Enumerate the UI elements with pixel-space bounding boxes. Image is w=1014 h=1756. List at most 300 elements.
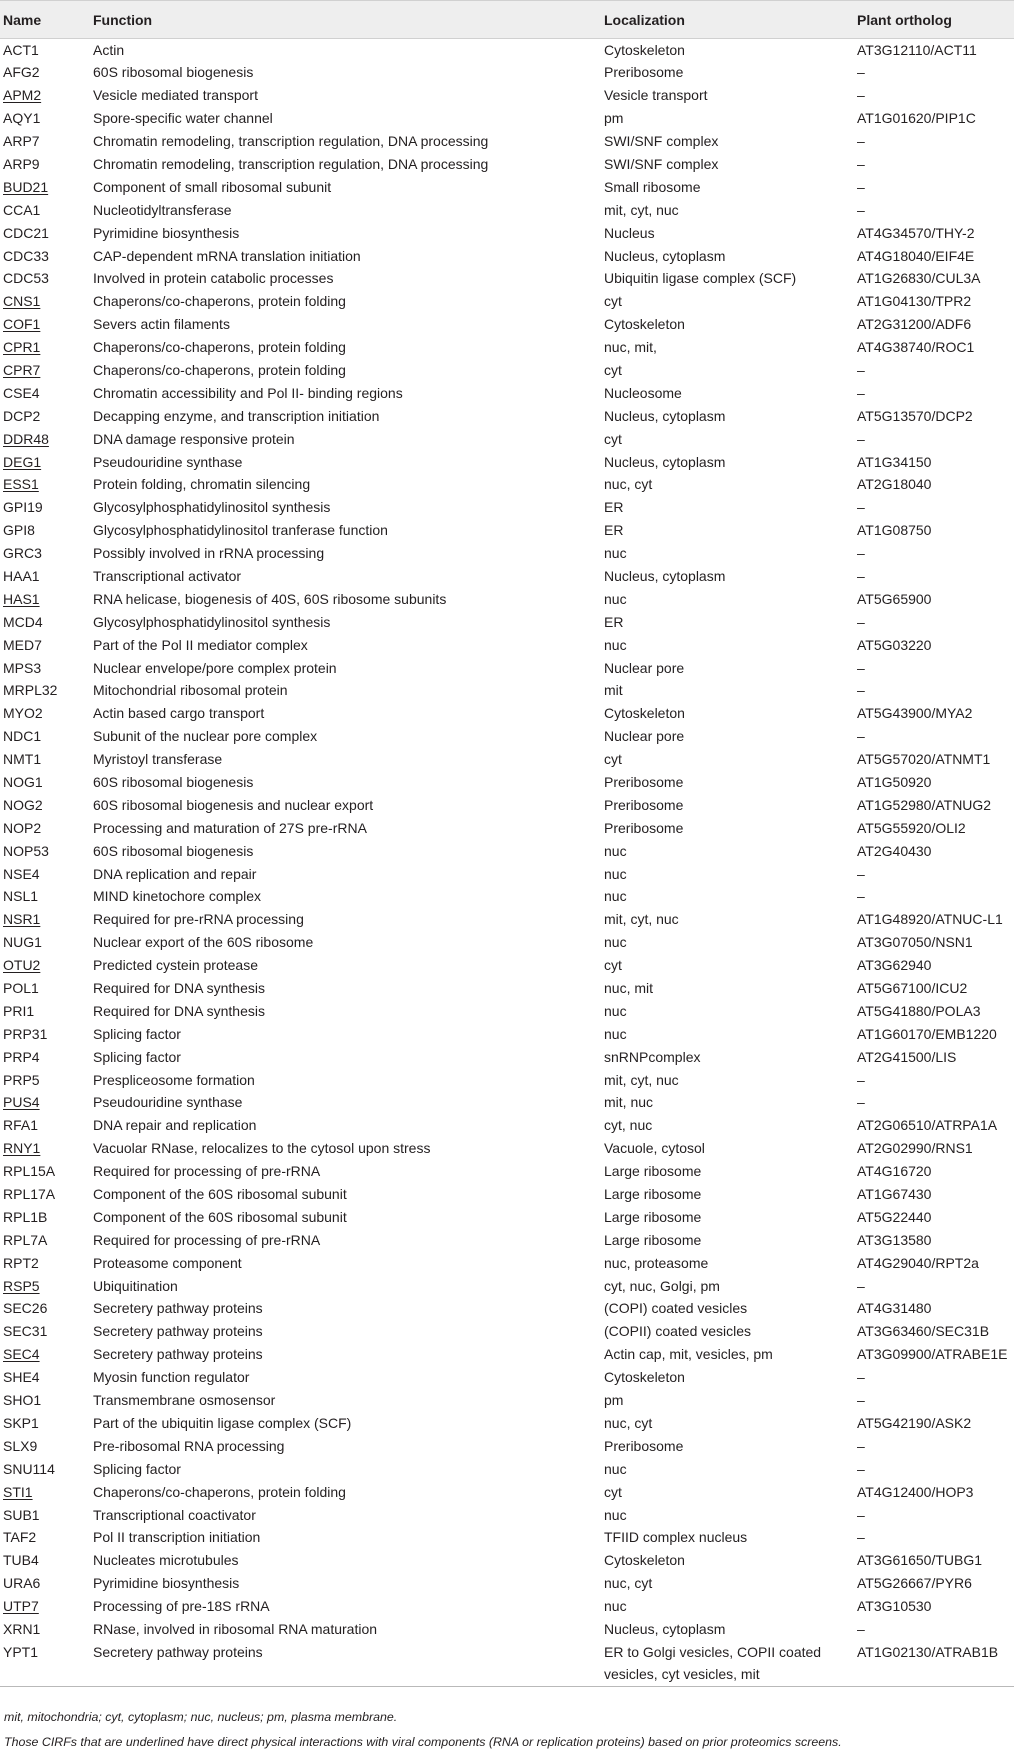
plant-ortholog-cell: AT5G13570/DCP2 (857, 407, 973, 424)
localization-cell: Cytoskeleton (604, 1552, 685, 1569)
function-cell: DNA damage responsive protein (93, 430, 295, 447)
plant-ortholog-cell: AT3G09900/ATRABE1E (857, 1346, 1008, 1363)
gene-name: YPT1 (3, 1643, 39, 1660)
gene-name: CDC53 (3, 270, 49, 287)
function-cell: Chaperons/co-chaperons, protein folding (93, 1483, 346, 1500)
localization-cell: cyt, nuc (604, 1117, 653, 1134)
gene-name-cell (0, 1412, 90, 1435)
column-header-name: Name (0, 1, 90, 39)
localization-cell: nuc, cyt (604, 1575, 653, 1592)
plant-ortholog-cell: – (857, 1460, 865, 1477)
table-row (0, 1572, 1014, 1595)
plant-ortholog-cell: – (857, 384, 865, 401)
table-row (0, 199, 1014, 222)
gene-name-cell (0, 1137, 90, 1160)
table-footnotes (4, 1705, 1010, 1755)
table-header (0, 1, 1014, 39)
function-cell: Chromatin remodeling, transcription regulation, DNA processing (93, 133, 489, 150)
plant-ortholog-cell: – (857, 659, 865, 676)
gene-name-cell (0, 588, 90, 611)
table-row (0, 1618, 1014, 1641)
table-row (0, 1595, 1014, 1618)
localization-cell: Nuclear pore (604, 728, 685, 745)
gene-name: STI1 (3, 1483, 33, 1500)
gene-name-cell (0, 1046, 90, 1069)
gene-name: CDC33 (3, 247, 49, 264)
gene-name-cell (0, 1618, 90, 1641)
gene-name-cell (0, 794, 90, 817)
function-cell: Transcriptional activator (93, 567, 242, 584)
function-cell: Chaperons/co-chaperons, protein folding (93, 361, 346, 378)
gene-name: GPI8 (3, 522, 35, 539)
table-row (0, 245, 1014, 268)
plant-ortholog-cell: AT3G12110/ACT11 (857, 42, 977, 58)
gene-name: DEG1 (3, 453, 42, 470)
plant-ortholog-cell: AT5G43900/MYA2 (857, 705, 973, 722)
function-cell: Splicing factor (93, 1460, 181, 1477)
gene-name: APM2 (3, 87, 42, 104)
plant-ortholog-cell: AT2G18040 (857, 476, 932, 493)
gene-name-cell (0, 245, 90, 268)
gene-name: NOG2 (3, 796, 43, 813)
gene-name-cell (0, 359, 90, 382)
gene-name-cell (0, 267, 90, 290)
table-row (0, 405, 1014, 428)
localization-cell: ER (604, 613, 624, 630)
function-cell: Splicing factor (93, 1025, 181, 1042)
table-row (0, 39, 1014, 62)
localization-cell: Nuclear pore (604, 659, 685, 676)
function-cell: Part of the ubiquitin ligase complex (SCF) (93, 1414, 352, 1431)
gene-name-cell (0, 542, 90, 565)
localization-cell: nuc (604, 1506, 627, 1523)
header-row (0, 1, 1014, 39)
localization-cell: Large ribosome (604, 1163, 702, 1180)
localization-cell: cyt (604, 361, 622, 378)
localization-cell: cyt (604, 1483, 622, 1500)
table-row (0, 359, 1014, 382)
function-cell: Required for processing of pre-rRNA (93, 1231, 321, 1248)
localization-cell: Nucleosome (604, 384, 682, 401)
plant-ortholog-cell: – (857, 682, 865, 699)
gene-name: ARP7 (3, 133, 40, 150)
gene-name: COF1 (3, 316, 41, 333)
plant-ortholog-cell: AT5G65900 (857, 590, 932, 607)
localization-cell: SWI/SNF complex (604, 155, 719, 172)
gene-name-cell (0, 130, 90, 153)
gene-name-cell (0, 473, 90, 496)
function-cell: Pseudouridine synthase (93, 453, 243, 470)
plant-ortholog-cell: – (857, 888, 865, 905)
plant-ortholog-cell: AT1G02130/ATRAB1B (854, 1641, 1014, 1687)
plant-ortholog-cell: AT3G13580 (857, 1231, 932, 1248)
gene-name: SEC26 (3, 1300, 48, 1317)
plant-ortholog-cell: AT1G67430 (857, 1186, 932, 1203)
gene-name: POL1 (3, 980, 39, 997)
table-row (0, 336, 1014, 359)
table-row (0, 1275, 1014, 1298)
function-cell: Subunit of the nuclear pore complex (93, 728, 318, 745)
table-row (0, 496, 1014, 519)
localization-cell: nuc, cyt (604, 1414, 653, 1431)
gene-name: SLX9 (3, 1437, 38, 1454)
localization-cell: SWI/SNF complex (604, 133, 719, 150)
plant-ortholog-cell: – (857, 201, 865, 218)
function-cell: Involved in protein catabolic processes (93, 270, 334, 287)
function-cell: 60S ribosomal biogenesis (93, 64, 254, 81)
function-cell: Chromatin remodeling, transcription regulation, DNA processing (93, 155, 489, 172)
plant-ortholog-cell: AT2G06510/ATRPA1A (857, 1117, 998, 1134)
gene-name-cell (0, 840, 90, 863)
plant-ortholog-cell: – (857, 1437, 865, 1454)
localization-cell: cyt (604, 293, 622, 310)
function-cell: Component of the 60S ribosomal subunit (93, 1186, 347, 1203)
gene-name-cell (0, 1549, 90, 1572)
gene-name-cell (0, 496, 90, 519)
function-cell: Nuclear export of the 60S ribosome (93, 934, 314, 951)
localization-cell: cyt (604, 957, 622, 974)
gene-name: GRC3 (3, 545, 42, 562)
function-cell: Glycosylphosphatidylinositol synthesis (93, 499, 331, 516)
localization-cell: nuc (604, 934, 627, 951)
table-row (0, 931, 1014, 954)
localization-cell: pm (604, 110, 624, 127)
function-cell: Myristoyl transferase (93, 751, 223, 768)
plant-ortholog-cell: – (857, 64, 865, 81)
gene-name: NSR1 (3, 911, 41, 928)
table-row (0, 1091, 1014, 1114)
gene-name-cell (0, 519, 90, 542)
plant-ortholog-cell: AT2G02990/RNS1 (857, 1140, 973, 1157)
function-cell: Required for DNA synthesis (93, 980, 265, 997)
gene-name-cell (0, 451, 90, 474)
table-row (0, 634, 1014, 657)
localization-cell: Large ribosome (604, 1231, 702, 1248)
localization-cell: Nucleus, cytoplasm (604, 1620, 726, 1637)
gene-name-cell (0, 817, 90, 840)
plant-ortholog-cell: – (857, 1506, 865, 1523)
gene-name-cell (0, 336, 90, 359)
gene-name: NSE4 (3, 865, 40, 882)
function-cell: Secretery pathway proteins (93, 1323, 263, 1340)
plant-ortholog-cell: – (857, 545, 865, 562)
gene-name: NUG1 (3, 934, 42, 951)
localization-cell: nuc, cyt (604, 476, 653, 493)
function-cell: Glycosylphosphatidylinositol synthesis (93, 613, 331, 630)
localization-cell: Preribosome (604, 819, 684, 836)
table-row (0, 725, 1014, 748)
plant-ortholog-cell: – (857, 613, 865, 630)
localization-cell: nuc, mit (604, 980, 654, 997)
gene-name-cell (0, 1275, 90, 1298)
gene-name: ESS1 (3, 476, 39, 493)
gene-name: RPL17A (3, 1186, 56, 1203)
plant-ortholog-cell: – (857, 1369, 865, 1386)
function-cell: Decapping enzyme, and transcription initiation (93, 407, 380, 424)
gene-name-cell (0, 313, 90, 336)
function-cell: Secretery pathway proteins (90, 1641, 601, 1687)
localization-cell: nuc (604, 1002, 627, 1019)
plant-ortholog-cell: AT4G16720 (857, 1163, 932, 1180)
function-cell: Glycosylphosphatidylinositol tranferase function (93, 522, 388, 539)
table-row (0, 519, 1014, 542)
gene-name: PUS4 (3, 1094, 40, 1111)
gene-name-cell (0, 657, 90, 680)
plant-ortholog-cell: – (857, 1392, 865, 1409)
table-row (0, 1412, 1014, 1435)
gene-name: SHO1 (3, 1392, 42, 1409)
plant-ortholog-cell: – (857, 178, 865, 195)
plant-ortholog-cell: – (857, 430, 865, 447)
table-row (0, 176, 1014, 199)
plant-ortholog-cell: – (857, 1620, 865, 1637)
table-row (0, 817, 1014, 840)
table-row (0, 794, 1014, 817)
gene-name-cell (0, 107, 90, 130)
gene-name: RPL1B (3, 1208, 48, 1225)
plant-ortholog-cell: AT2G31200/ADF6 (857, 316, 972, 333)
gene-name: PRP5 (3, 1071, 40, 1088)
gene-name-cell (0, 1000, 90, 1023)
function-cell: 60S ribosomal biogenesis (93, 842, 254, 859)
gene-name: MRPL32 (3, 682, 58, 699)
gene-name-cell (0, 1229, 90, 1252)
gene-name-cell (0, 1206, 90, 1229)
function-cell: Transmembrane osmosensor (93, 1392, 276, 1409)
table-body (0, 39, 1014, 1687)
plant-ortholog-cell: AT4G34570/THY-2 (857, 224, 975, 241)
function-cell: Pol II transcription initiation (93, 1529, 261, 1546)
plant-ortholog-cell: AT5G42190/ASK2 (857, 1414, 972, 1431)
plant-ortholog-cell: – (857, 865, 865, 882)
gene-name-cell (0, 176, 90, 199)
function-cell: Secretery pathway proteins (93, 1300, 263, 1317)
localization-cell: nuc (604, 1025, 627, 1042)
function-cell: Vesicle mediated transport (93, 87, 258, 104)
function-cell: MIND kinetochore complex (93, 888, 262, 905)
plant-ortholog-cell: AT5G22440 (857, 1208, 932, 1225)
plant-ortholog-cell: AT1G08750 (857, 522, 932, 539)
plant-ortholog-cell: AT3G10530 (857, 1598, 932, 1615)
localization-cell: nuc (604, 1598, 627, 1615)
table-row (0, 863, 1014, 886)
gene-name: ARP9 (3, 155, 40, 172)
gene-name-cell (0, 1526, 90, 1549)
gene-name: PRP4 (3, 1048, 40, 1065)
gene-name: NOG1 (3, 774, 43, 790)
function-cell: Prespliceosome formation (93, 1071, 255, 1088)
function-cell: Nucleotidyltransferase (93, 201, 232, 218)
table-row (0, 382, 1014, 405)
gene-name: HAS1 (3, 590, 40, 607)
plant-ortholog-cell: AT1G60170/EMB1220 (857, 1025, 997, 1042)
gene-name-cell (0, 199, 90, 222)
table-row (0, 908, 1014, 931)
plant-ortholog-cell: AT5G26667/PYR6 (857, 1575, 972, 1592)
gene-name: SNU114 (3, 1460, 55, 1477)
table-row (0, 1458, 1014, 1481)
gene-name-cell (0, 1297, 90, 1320)
localization-cell: nuc, mit, (604, 339, 657, 356)
plant-ortholog-cell: AT4G18040/EIF4E (857, 247, 975, 264)
function-cell: Actin based cargo transport (93, 705, 265, 722)
table-row (0, 702, 1014, 725)
gene-name-cell (0, 1160, 90, 1183)
gene-name-cell (0, 634, 90, 657)
table-row (0, 130, 1014, 153)
localization-cell: cyt, nuc, Golgi, pm (604, 1277, 720, 1294)
function-cell: 60S ribosomal biogenesis and nuclear export (93, 796, 374, 813)
localization-cell: Actin cap, mit, vesicles, pm (604, 1346, 773, 1363)
gene-name-cell (0, 1343, 90, 1366)
gene-name: CSE4 (3, 384, 40, 401)
gene-name: NSL1 (3, 888, 39, 905)
gene-name-cell (0, 1114, 90, 1137)
gene-name: MYO2 (3, 705, 43, 722)
plant-ortholog-cell: AT2G40430 (857, 842, 932, 859)
table-row (0, 1343, 1014, 1366)
gene-name-cell (0, 1481, 90, 1504)
table-row (0, 1183, 1014, 1206)
function-cell: DNA repair and replication (93, 1117, 257, 1134)
localization-cell: (COPII) coated vesicles (604, 1323, 752, 1340)
gene-name: DCP2 (3, 407, 41, 424)
plant-ortholog-cell: AT1G52980/ATNUG2 (857, 796, 992, 813)
localization-cell: nuc (604, 590, 627, 607)
localization-cell: Ubiquitin ligase complex (SCF) (604, 270, 797, 287)
column-header-localization: Localization (601, 1, 854, 39)
gene-name-cell (0, 565, 90, 588)
table-row (0, 267, 1014, 290)
function-cell: Splicing factor (93, 1048, 181, 1065)
localization-cell: nuc (604, 888, 627, 905)
gene-name: NOP2 (3, 819, 42, 836)
localization-cell: Nucleus (604, 224, 655, 241)
table-row (0, 1389, 1014, 1412)
gene-name: RFA1 (3, 1117, 39, 1134)
localization-cell: snRNPcomplex (604, 1048, 701, 1065)
localization-cell: Preribosome (604, 64, 684, 81)
table-row (0, 977, 1014, 1000)
plant-ortholog-cell: AT5G55920/OLI2 (857, 819, 966, 836)
localization-cell: ER (604, 499, 624, 516)
gene-name: AFG2 (3, 64, 40, 81)
table-row (0, 565, 1014, 588)
gene-name: SKP1 (3, 1414, 39, 1431)
function-cell: Processing and maturation of 27S pre-rRNA (93, 819, 367, 836)
gene-name-cell (0, 908, 90, 931)
plant-ortholog-cell: AT1G01620/PIP1C (857, 110, 976, 127)
localization-cell: Cytoskeleton (604, 705, 685, 722)
localization-cell: mit, cyt, nuc (604, 201, 679, 218)
plant-ortholog-cell: AT3G61650/TUBG1 (857, 1552, 983, 1569)
gene-name-cell (0, 1458, 90, 1481)
gene-name: PRI1 (3, 1002, 35, 1019)
gene-name-cell (0, 725, 90, 748)
localization-cell: nuc (604, 865, 627, 882)
localization-cell: (COPI) coated vesicles (604, 1300, 748, 1317)
function-cell: Chromatin accessibility and Pol II- binding regions (93, 384, 403, 401)
gene-name: MPS3 (3, 659, 42, 676)
gene-name: AQY1 (3, 110, 41, 127)
table-row (0, 657, 1014, 680)
gene-name: UTP7 (3, 1598, 39, 1615)
gene-name: ACT1 (3, 42, 39, 58)
gene-name: RSP5 (3, 1277, 40, 1294)
function-cell: Required for processing of pre-rRNA (93, 1163, 321, 1180)
localization-cell: ER to Golgi vesicles, COPII coated vesicles, cyt vesicles, mit (601, 1641, 854, 1687)
function-cell: 60S ribosomal biogenesis (93, 774, 254, 790)
plant-ortholog-cell: – (857, 1529, 865, 1546)
function-cell: Component of the 60S ribosomal subunit (93, 1208, 347, 1225)
table-row (0, 1000, 1014, 1023)
function-cell: Myosin function regulator (93, 1369, 250, 1386)
table-row (0, 222, 1014, 245)
function-cell: RNA helicase, biogenesis of 40S, 60S ribosome subunits (93, 590, 447, 607)
gene-name: XRN1 (3, 1620, 41, 1637)
plant-ortholog-cell: AT3G62940 (857, 957, 932, 974)
gene-name: SEC4 (3, 1346, 40, 1363)
function-cell: Chaperons/co-chaperons, protein folding (93, 339, 346, 356)
table-row (0, 290, 1014, 313)
gene-name-cell (0, 1595, 90, 1618)
gene-name-cell (0, 382, 90, 405)
gene-name: MCD4 (3, 613, 43, 630)
localization-cell: mit (604, 682, 623, 699)
function-cell: Component of small ribosomal subunit (93, 178, 332, 195)
function-cell: Mitochondrial ribosomal protein (93, 682, 288, 699)
table-row (0, 428, 1014, 451)
function-cell: Spore-specific water channel (93, 110, 273, 127)
table-row (0, 153, 1014, 176)
column-header-function: Function (90, 1, 601, 39)
table-row (0, 1206, 1014, 1229)
gene-name: TUB4 (3, 1552, 39, 1569)
table-row (0, 1549, 1014, 1572)
gene-name: CDC21 (3, 224, 49, 241)
localization-cell: Vesicle transport (604, 87, 708, 104)
localization-cell: ER (604, 522, 624, 539)
gene-name: URA6 (3, 1575, 41, 1592)
gene-name: RNY1 (3, 1140, 41, 1157)
table-row (0, 1229, 1014, 1252)
localization-cell: Cytoskeleton (604, 42, 685, 58)
gene-name: BUD21 (3, 178, 49, 195)
function-cell: Ubiquitination (93, 1277, 178, 1294)
gene-name: CPR1 (3, 339, 41, 356)
column-header-plant-ortholog: Plant ortholog (854, 1, 1014, 39)
plant-ortholog-cell: – (857, 728, 865, 745)
gene-name-cell (0, 1435, 90, 1458)
gene-name: OTU2 (3, 957, 41, 974)
gene-name-cell (0, 222, 90, 245)
gene-name-cell (0, 153, 90, 176)
localization-cell: nuc (604, 842, 627, 859)
table-row (0, 542, 1014, 565)
gene-name-cell (0, 679, 90, 702)
localization-cell: Nucleus, cytoplasm (604, 567, 726, 584)
gene-name-cell (0, 954, 90, 977)
table-row (0, 1366, 1014, 1389)
function-cell: Processing of pre-18S rRNA (93, 1598, 270, 1615)
localization-cell: mit, cyt, nuc (604, 1071, 679, 1088)
table-row (0, 1252, 1014, 1275)
table-row (0, 771, 1014, 794)
plant-ortholog-cell: – (857, 361, 865, 378)
localization-cell: Vacuole, cytosol (604, 1140, 705, 1157)
localization-cell: Nucleus, cytoplasm (604, 247, 726, 264)
table-row (0, 1526, 1014, 1549)
